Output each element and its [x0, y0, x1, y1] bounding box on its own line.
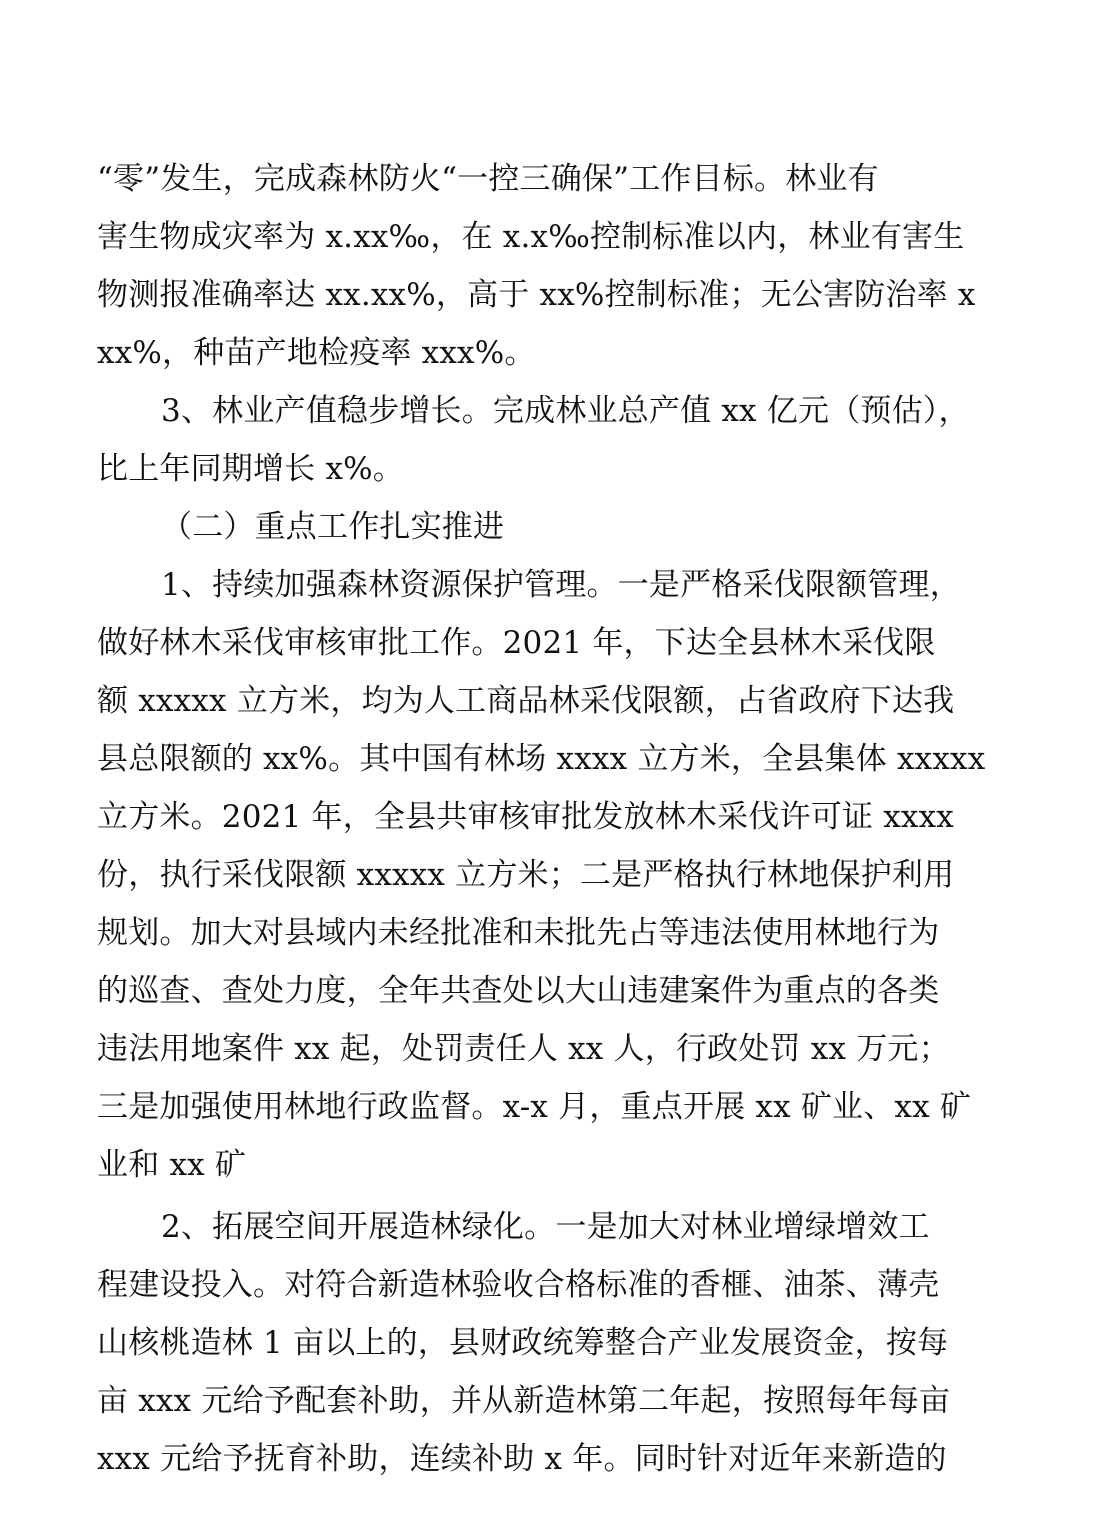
body-line: 县总限额的 xx%。其中国有林场 xxxx 立方米，全县集体 xxxxx: [97, 741, 986, 777]
body-line: 害生物成灾率为 x.xx‰，在 x.x‰控制标准以内，林业有害生: [97, 219, 965, 255]
body-line: 份，执行采伐限额 xxxxx 立方米；二是严格执行林地保护利用: [97, 857, 955, 893]
body-line: 额 xxxxx 立方米，均为人工商品林采伐限额，占省政府下达我: [97, 683, 955, 719]
body-line: “零”发生，完成森林防火“一控三确保”工作目标。林业有: [97, 161, 879, 197]
body-line: xxx 元给予抚育补助，连续补助 x 年。同时针对近年来新造的: [97, 1441, 947, 1477]
section-2-heading-line: 2、拓展空间开展造林绿化。一是加大对林业增绿增效工: [161, 1209, 930, 1245]
body-line: 三是加强使用林地行政监督。x-x 月，重点开展 xx 矿业、xx 矿: [97, 1089, 972, 1125]
body-line: 的巡查、查处力度，全年共查处以大山违建案件为重点的各类: [97, 973, 940, 1009]
body-line: 比上年同期增长 x%。: [97, 451, 404, 487]
document-body: [97, 150, 1027, 1488]
body-line: 山核桃造林 1 亩以上的，县财政统筹整合产业发展资金，按每: [97, 1325, 949, 1361]
body-line: 做好林木采伐审核审批工作。2021 年，下达全县林木采伐限: [97, 625, 936, 661]
body-line: xx%，种苗产地检疫率 xxx%。: [97, 335, 536, 371]
body-line: 违法用地案件 xx 起，处罚责任人 xx 人，行政处罚 xx 万元；: [97, 1031, 950, 1067]
body-line: 程建设投入。对符合新造林验收合格标准的香榧、油茶、薄壳: [97, 1267, 940, 1303]
body-line: 业和 xx 矿: [97, 1147, 247, 1183]
body-line: 物测报准确率达 xx.xx%，高于 xx%控制标准；无公害防治率 x: [97, 277, 976, 313]
body-line: 亩 xxx 元给予配套补助，并从新造林第二年起，按照每年每亩: [97, 1383, 951, 1419]
subsection-heading: （二）重点工作扎实推进: [161, 509, 505, 545]
section-1-heading-line: 1、持续加强森林资源保护管理。一是严格采伐限额管理，: [161, 567, 961, 603]
body-line: 立方米。2021 年，全县共审核审批发放林木采伐许可证 xxxx: [97, 799, 954, 835]
body-line: 规划。加大对县域内未经批准和未批先占等违法使用林地行为: [97, 915, 940, 951]
section-3-heading-line: 3、林业产值稳步增长。完成林业总产值 xx 亿元（预估），: [161, 393, 970, 429]
